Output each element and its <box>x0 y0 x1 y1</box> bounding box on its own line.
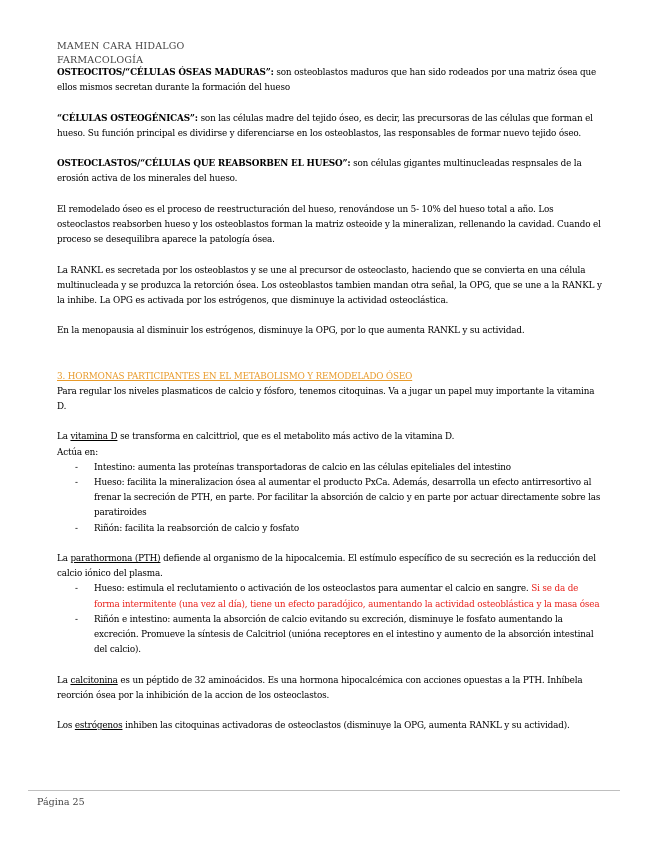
section-title: 3. HORMONAS PARTICIPANTES EN EL METABOLISMO Y REMODELADO ÓSEO <box>57 371 413 382</box>
calcitonina-term: calcitonina <box>70 675 118 686</box>
calcitonina-paragraph: La calcitonina es un péptido de 32 aminoácidos. Es una hormona hipocalcémica con acciones opuestas a la PTH. Inhíbela reorción ósea por la inhibición de la accion de los osteoclastos. <box>57 675 583 701</box>
actua-en-label: Actúa en: <box>57 447 99 458</box>
header-author: MAMEN CARA HIDALGO <box>57 41 185 52</box>
estrogenos-term: estrógenos <box>74 721 123 732</box>
page-header <box>57 40 185 68</box>
pth-paragraph: La parathormona (PTH) defiende al organismo de la hipocalcemia. El estímulo específico de su secreción es la reducción del calcio iónico del plasma. <box>57 553 596 580</box>
osteoclastos-text: son células gigantes multinucleadas respnsales de la erosión activa de los minerales del hueso. <box>57 159 582 185</box>
pth-list <box>57 582 605 658</box>
list-item: - Riñón: facilita la reabsorción de calcio y fosfato <box>57 522 605 537</box>
list-item: - Hueso: facilita la mineralizacion ósea al aumentar el producto PxCa. Además, desarrolla un efecto antirresortivo al frenar la secreción de PTH, en parte. Por facilitar la absorción de calcio y en parte por actuar directamente sobre las paratiroides <box>57 476 605 522</box>
osteoclastos-paragraph <box>57 157 605 187</box>
osteogenicas-text: son las células madre del tejido óseo, es decir, las precursoras de las células que forman el hueso. Su función principal es dividirse y diferenciarse en los osteoblastos, las responsables de formar nuevo tejido óseo. <box>57 113 593 139</box>
citoquinas-paragraph: Para regular los niveles plasmaticos de calcio y fósforo, tenemos citoquinas. Va a jugar un papel muy importante la vitamina D. <box>57 386 595 412</box>
remodelado-paragraph: El remodelado óseo es el proceso de reestructuración del hueso, renovándose un 5- 10% del hueso total a año. Los osteoclastos reabsorben hueso y los osteoblastos forman la matriz osteoide y la mineralizan, rellenando la cavidad. Cuando el proceso se desequilibra aparece la patología ósea. <box>57 204 601 246</box>
osteoclastos-term: OSTEOCLASTOS/“CÉLULAS QUE REABSORBEN EL HUESO”: <box>57 159 351 170</box>
page-content <box>57 66 605 734</box>
osteogenicas-paragraph <box>57 112 605 142</box>
pth-term: parathormona (PTH) <box>70 553 161 564</box>
menopausia-paragraph: En la menopausia al disminuir los estrógenos, disminuye la OPG, por lo que aumenta RANKL y su actividad. <box>57 326 525 337</box>
list-item: - Hueso: estimula el reclutamiento o activación de los osteoclastos para aumentar el calcio en sangre. Si se da de forma intermitente (una vez al día), tiene un efecto paradójico, aumentando la actividad osteoblástica y la masa ósea <box>57 582 605 612</box>
footer-divider <box>28 790 620 791</box>
osteocitos-term: OSTEOCITOS/“CÉLULAS ÓSEAS MADURAS”: <box>57 68 274 78</box>
pth-highlight-text: Si se da de forma intermitente (una vez al día), tiene un efecto paradójico, aumentando la actividad osteoblástica y la masa ósea <box>94 584 600 610</box>
vitamina-d-term: vitamina D <box>70 432 118 443</box>
list-item: - Intestino: aumenta las proteínas transportadoras de calcio en las células epiteliales del intestino <box>57 461 605 476</box>
osteogenicas-term: “CÉLULAS OSTEOGÉNICAS”: <box>57 113 198 124</box>
rankl-paragraph: La RANKL es secretada por los osteoblastos y se une al precursor de osteoclasto, haciendo que se convierta en una célula multinucleada y se produzca la retorción ósea. Los osteoblastos tambien mandan otra señal, la OPG, que se une a la RANKL y la inhibe. La OPG es activada por los estrógenos, que disminuye la actividad osteoclástica. <box>57 265 602 306</box>
page-number: Página 25 <box>37 797 85 808</box>
list-item: - Riñón e intestino: aumenta la absorción de calcio evitando su excreción, disminuye le fosfato aumentando la excreción. Promueve la síntesis de Calcitriol (unióna receptores en el intestino y aumento de la absorción intestinal del calcio). <box>57 613 605 659</box>
osteocitos-paragraph <box>57 66 605 96</box>
osteocitos-text: son osteoblastos maduros que han sido rodeados por una matriz ósea que ellos mismos secretan durante la formación del hueso <box>57 68 597 94</box>
estrogenos-paragraph: Los estrógenos inhiben las citoquinas activadoras de osteoclastos (disminuye la OPG, aumenta RANKL y su actividad). <box>57 721 570 732</box>
header-subject: FARMACOLOGÍA <box>57 55 144 66</box>
vitamina-d-paragraph: La vitamina D se transforma en calcittriol, que es el metabolito más activo de la vitamina D. <box>57 432 455 443</box>
vitamina-d-list <box>57 461 605 537</box>
